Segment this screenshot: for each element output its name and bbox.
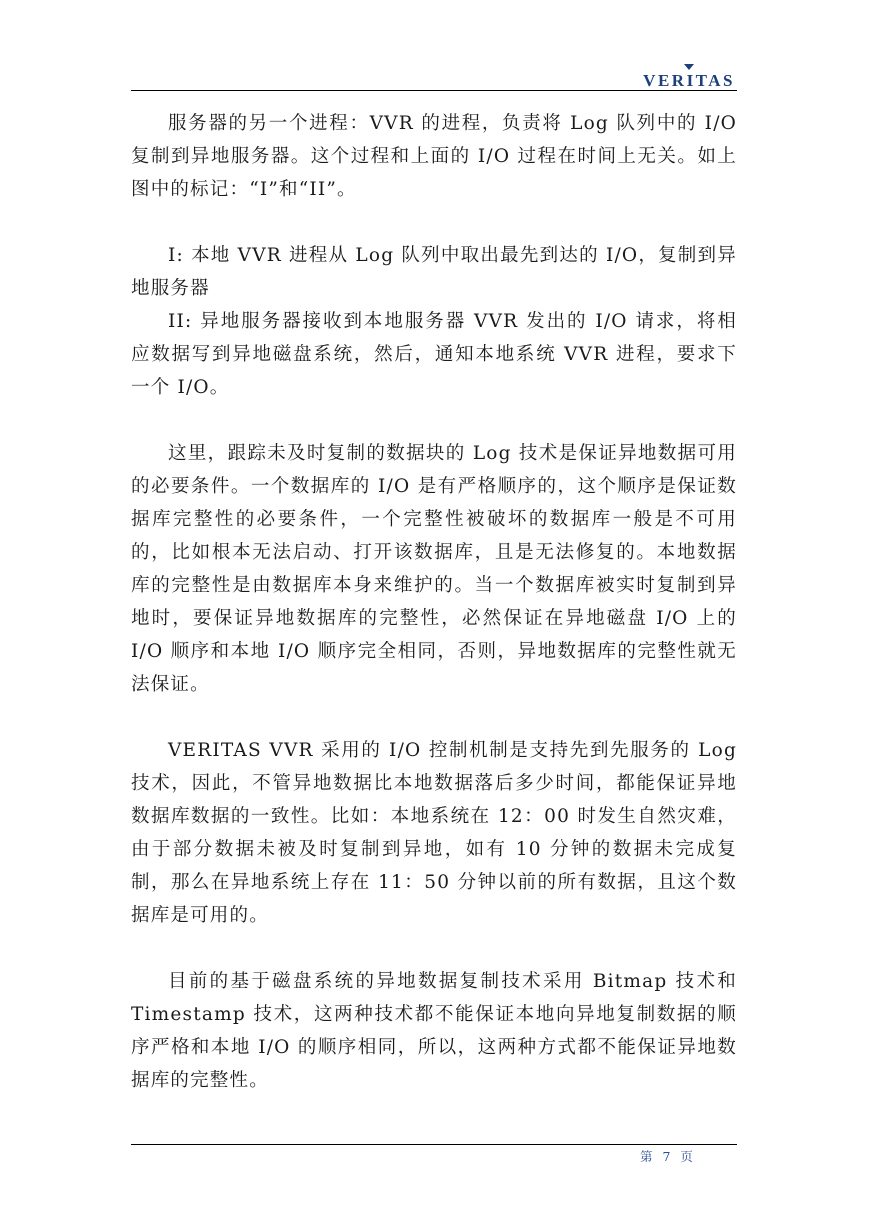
paragraph-step-ii: II: 异地服务器接收到本地服务器 VVR 发出的 I/O 请求，将相应数据写到异地磁盘系统，然后，通知本地系统 VVR 进程，要求下一个 I/O。	[131, 311, 737, 398]
paragraph-spacer	[131, 701, 737, 734]
veritas-logo	[643, 64, 735, 91]
paragraph-spacer	[131, 404, 737, 437]
logo-triangle-icon	[684, 64, 694, 70]
header-divider	[131, 90, 737, 91]
paragraph-io-control: VERITAS VVR 采用的 I/O 控制机制是支持先到先服务的 Log 技术，因此，不管异地数据比本地数据落后多少时间，都能保证异地数据库数据的一致性。比如：本地系统在 12：00 时发生自然灾难，由于部分数据未被及时复制到异地，如有 10 分钟的数据未完成复制，那么在异地系统上存在 11：50 分钟以前的所有数据，且这个数据库是可用的。	[131, 740, 737, 926]
paragraph-disk-replication: 目前的基于磁盘系统的异地数据复制技术采用 Bitmap 技术和 Timestamp 技术，这两种技术都不能保证本地向异地复制数据的顺序严格和本地 I/O 的顺序相同，所以，这两种方式都不能保证异地数据库的完整性。	[131, 971, 737, 1091]
page-body	[131, 107, 737, 1097]
logo-text: VERITAS	[643, 71, 735, 90]
paragraph-vvr-process: 服务器的另一个进程：VVR 的进程，负责将 Log 队列中的 I/O 复制到异地服务器。这个过程和上面的 I/O 过程在时间上无关。如上图中的标记：“I”和“II”。	[131, 113, 737, 200]
paragraph-spacer	[131, 932, 737, 965]
paragraph-log-technology: 这里，跟踪未及时复制的数据块的 Log 技术是保证异地数据可用的必要条件。一个数据库的 I/O 是有严格顺序的，这个顺序是保证数据库完整性的必要条件，一个完整性被破坏的数据库一般是不可用的，比如根本无法启动、打开该数据库，且是无法修复的。本地数据库的完整性是由数据库本身来维护的。当一个数据库被实时复制到异地时，要保证异地数据库的完整性，必然保证在异地磁盘 I/O 上的 I/O 顺序和本地 I/O 顺序完全相同，否则，异地数据库的完整性就无法保证。	[131, 443, 737, 695]
footer-divider	[131, 1144, 737, 1145]
paragraph-spacer	[131, 206, 737, 239]
page-number: 第 7 页	[640, 1149, 694, 1164]
paragraph-step-i: I: 本地 VVR 进程从 Log 队列中取出最先到达的 I/O，复制到异地服务器	[131, 245, 737, 299]
